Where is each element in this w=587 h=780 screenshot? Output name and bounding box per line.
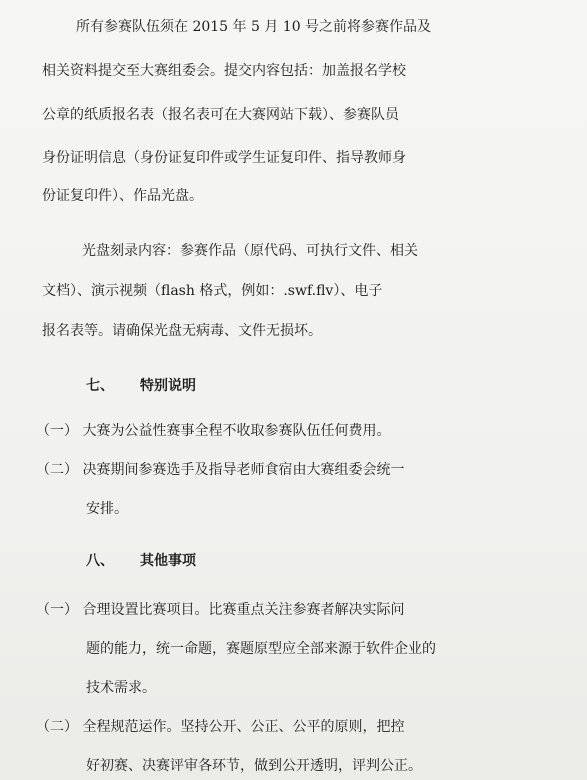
para1-line-5: 份证复印件）、作品光盘。: [42, 188, 203, 204]
para2-line-2: 文档）、演示视频（flash 格式，例如：.swf.flv）、电子: [42, 283, 383, 299]
section8-number: 八、: [86, 553, 114, 569]
section8-item2-line-1: （二） 全程规范运作。坚持公开、公正、公平的原则，把控: [36, 719, 405, 735]
section7-item1-line-1: （一） 大赛为公益性赛事全程不收取参赛队伍任何费用。: [36, 423, 391, 439]
para2-line-1: 光盘刻录内容：参赛作品（原代码、可执行文件、相关: [82, 243, 418, 259]
section7-item2-line-2: 安排。: [86, 501, 128, 517]
section8-item2-line-2: 好初赛、决赛评审各环节，做到公开透明，评判公正。: [86, 758, 422, 774]
para2-line-3: 报名表等。请确保光盘无病毒、文件无损坏。: [42, 323, 322, 339]
section7-heading: [86, 375, 587, 397]
section8-item1-line-3: 技术需求。: [86, 680, 156, 696]
para1-line-4: 身份证明信息（身份证复印件或学生证复印件、指导教师身: [42, 150, 406, 166]
para1-line-3: 公章的纸质报名表（报名表可在大赛网站下载）、参赛队员: [42, 107, 399, 123]
para1-line-1: 所有参赛队伍须在 2015 年 5 月 10 号之前将参赛作品及: [76, 19, 432, 35]
section7-number: 七、: [86, 378, 114, 394]
section7-title: 特别说明: [140, 378, 196, 394]
section7-item2-line-1: （二） 决赛期间参赛选手及指导老师食宿由大赛组委会统一: [36, 462, 405, 478]
para1-line-2: 相关资料提交至大赛组委会。提交内容包括：加盖报名学校: [42, 63, 406, 79]
section8-heading: [86, 550, 587, 572]
section8-title: 其他事项: [140, 553, 196, 569]
section8-item1-line-2: 题的能力，统一命题，赛题原型应全部来源于软件企业的: [86, 641, 436, 657]
section8-item1-line-1: （一） 合理设置比赛项目。比赛重点关注参赛者解决实际问: [36, 602, 405, 618]
